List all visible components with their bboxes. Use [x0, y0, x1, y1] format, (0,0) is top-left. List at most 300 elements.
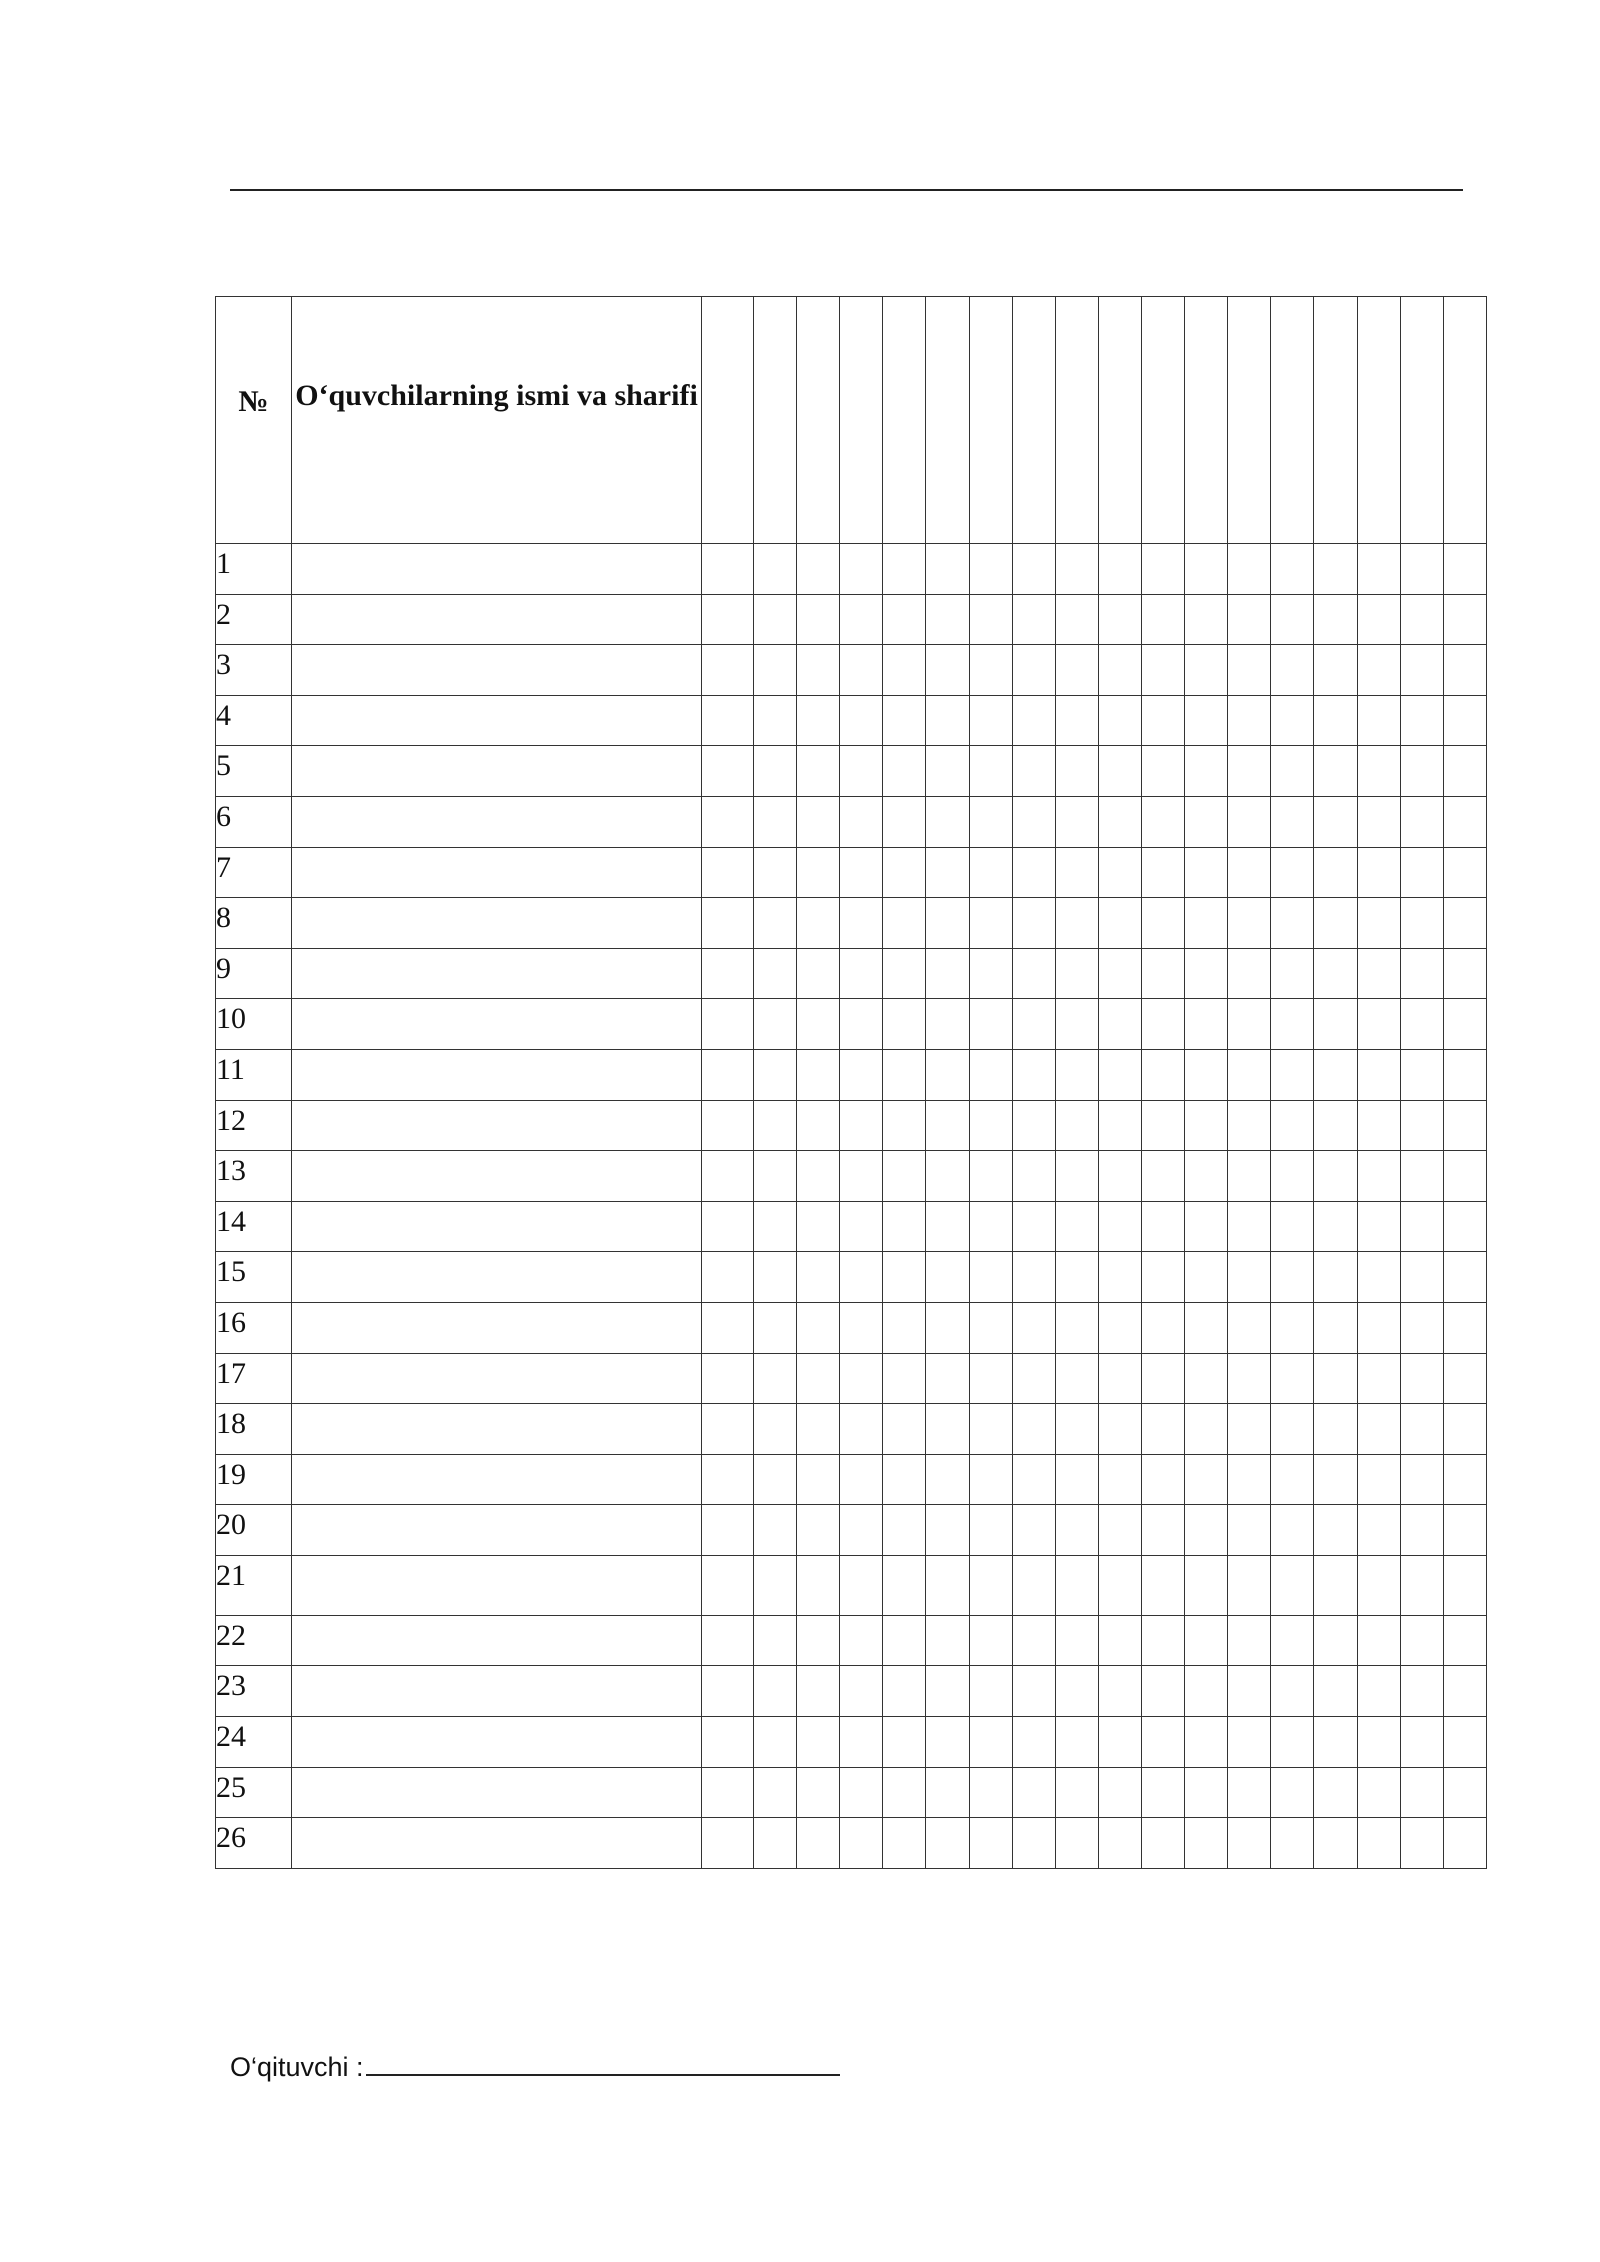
mark-cell[interactable] — [1228, 1151, 1271, 1202]
mark-cell[interactable] — [926, 796, 969, 847]
mark-cell[interactable] — [797, 948, 840, 999]
mark-cell[interactable] — [1055, 1151, 1098, 1202]
mark-cell[interactable] — [1055, 1818, 1098, 1869]
mark-cell[interactable] — [1314, 746, 1357, 797]
mark-cell[interactable] — [883, 1454, 926, 1505]
mark-cell[interactable] — [1141, 1717, 1184, 1768]
mark-cell[interactable] — [926, 1151, 969, 1202]
student-name-cell[interactable] — [292, 1404, 702, 1455]
mark-cell[interactable] — [1055, 1767, 1098, 1818]
mark-cell[interactable] — [1443, 746, 1486, 797]
mark-cell[interactable] — [797, 1555, 840, 1615]
mark-cell[interactable] — [1357, 1353, 1400, 1404]
mark-cell[interactable] — [1443, 1302, 1486, 1353]
mark-cell[interactable] — [797, 898, 840, 949]
mark-cell[interactable] — [1012, 1151, 1055, 1202]
mark-cell[interactable] — [797, 1353, 840, 1404]
student-name-cell[interactable] — [292, 1717, 702, 1768]
mark-cell[interactable] — [1098, 1717, 1141, 1768]
student-name-cell[interactable] — [292, 999, 702, 1050]
mark-cell[interactable] — [1314, 1505, 1357, 1556]
mark-cell[interactable] — [883, 1252, 926, 1303]
mark-cell[interactable] — [702, 1404, 754, 1455]
mark-cell[interactable] — [926, 1353, 969, 1404]
mark-cell[interactable] — [1400, 1100, 1443, 1151]
mark-cell[interactable] — [1314, 1201, 1357, 1252]
mark-cell[interactable] — [1357, 796, 1400, 847]
mark-cell[interactable] — [926, 695, 969, 746]
mark-cell[interactable] — [1443, 1151, 1486, 1202]
mark-cell[interactable] — [840, 847, 883, 898]
mark-cell[interactable] — [1098, 746, 1141, 797]
mark-cell[interactable] — [1400, 898, 1443, 949]
mark-cell[interactable] — [883, 1049, 926, 1100]
student-name-cell[interactable] — [292, 1767, 702, 1818]
mark-cell[interactable] — [1141, 948, 1184, 999]
mark-cell[interactable] — [797, 1454, 840, 1505]
mark-cell[interactable] — [1400, 1454, 1443, 1505]
mark-cell[interactable] — [926, 847, 969, 898]
mark-cell[interactable] — [883, 1717, 926, 1768]
mark-cell[interactable] — [1012, 695, 1055, 746]
mark-cell[interactable] — [797, 1404, 840, 1455]
mark-cell[interactable] — [754, 544, 797, 595]
mark-cell[interactable] — [1271, 594, 1314, 645]
mark-cell[interactable] — [754, 1100, 797, 1151]
mark-cell[interactable] — [1012, 948, 1055, 999]
mark-cell[interactable] — [1185, 796, 1228, 847]
mark-cell[interactable] — [1012, 1818, 1055, 1869]
mark-cell[interactable] — [1228, 999, 1271, 1050]
mark-cell[interactable] — [1314, 1615, 1357, 1666]
mark-cell[interactable] — [883, 1555, 926, 1615]
mark-cell[interactable] — [1185, 1252, 1228, 1303]
student-name-cell[interactable] — [292, 1666, 702, 1717]
mark-cell[interactable] — [754, 645, 797, 696]
mark-cell[interactable] — [1012, 1201, 1055, 1252]
mark-cell[interactable] — [1141, 1201, 1184, 1252]
mark-cell[interactable] — [926, 746, 969, 797]
student-name-cell[interactable] — [292, 796, 702, 847]
mark-cell[interactable] — [1271, 746, 1314, 797]
mark-cell[interactable] — [702, 1100, 754, 1151]
mark-cell[interactable] — [883, 1100, 926, 1151]
mark-cell[interactable] — [840, 1555, 883, 1615]
mark-cell[interactable] — [1141, 645, 1184, 696]
mark-cell[interactable] — [1314, 999, 1357, 1050]
mark-cell[interactable] — [1400, 1818, 1443, 1869]
mark-cell[interactable] — [883, 847, 926, 898]
mark-cell[interactable] — [1185, 948, 1228, 999]
mark-cell[interactable] — [1357, 898, 1400, 949]
mark-cell[interactable] — [702, 1252, 754, 1303]
mark-cell[interactable] — [926, 1717, 969, 1768]
mark-cell[interactable] — [1357, 1049, 1400, 1100]
mark-cell[interactable] — [840, 1505, 883, 1556]
mark-cell[interactable] — [1443, 796, 1486, 847]
mark-cell[interactable] — [840, 1454, 883, 1505]
mark-cell[interactable] — [1012, 796, 1055, 847]
mark-cell[interactable] — [1271, 796, 1314, 847]
mark-cell[interactable] — [1012, 1666, 1055, 1717]
mark-cell[interactable] — [1141, 1505, 1184, 1556]
mark-cell[interactable] — [1012, 898, 1055, 949]
mark-cell[interactable] — [969, 695, 1012, 746]
mark-cell[interactable] — [1012, 746, 1055, 797]
mark-cell[interactable] — [1098, 1555, 1141, 1615]
mark-cell[interactable] — [1185, 1404, 1228, 1455]
mark-cell[interactable] — [840, 999, 883, 1050]
mark-cell[interactable] — [1314, 1818, 1357, 1869]
mark-cell[interactable] — [1141, 1404, 1184, 1455]
mark-cell[interactable] — [1400, 1201, 1443, 1252]
mark-cell[interactable] — [1228, 746, 1271, 797]
mark-cell[interactable] — [1098, 1302, 1141, 1353]
mark-cell[interactable] — [1228, 847, 1271, 898]
mark-cell[interactable] — [1098, 999, 1141, 1050]
mark-cell[interactable] — [883, 898, 926, 949]
mark-cell[interactable] — [797, 796, 840, 847]
mark-cell[interactable] — [1055, 1049, 1098, 1100]
mark-cell[interactable] — [1400, 1353, 1443, 1404]
mark-cell[interactable] — [1314, 1666, 1357, 1717]
mark-cell[interactable] — [1400, 1302, 1443, 1353]
mark-cell[interactable] — [840, 1615, 883, 1666]
mark-cell[interactable] — [797, 645, 840, 696]
mark-cell[interactable] — [1098, 645, 1141, 696]
mark-cell[interactable] — [702, 645, 754, 696]
mark-cell[interactable] — [702, 1505, 754, 1556]
mark-cell[interactable] — [1357, 544, 1400, 595]
mark-cell[interactable] — [1228, 796, 1271, 847]
mark-cell[interactable] — [754, 1353, 797, 1404]
student-name-cell[interactable] — [292, 594, 702, 645]
mark-cell[interactable] — [1228, 1505, 1271, 1556]
mark-cell[interactable] — [1271, 1717, 1314, 1768]
mark-cell[interactable] — [840, 1100, 883, 1151]
mark-cell[interactable] — [1400, 695, 1443, 746]
mark-cell[interactable] — [883, 948, 926, 999]
mark-cell[interactable] — [1012, 1767, 1055, 1818]
mark-cell[interactable] — [1357, 1252, 1400, 1303]
mark-cell[interactable] — [1357, 594, 1400, 645]
mark-cell[interactable] — [1141, 746, 1184, 797]
mark-cell[interactable] — [1228, 594, 1271, 645]
mark-cell[interactable] — [1141, 999, 1184, 1050]
mark-cell[interactable] — [1314, 1100, 1357, 1151]
mark-cell[interactable] — [1357, 1505, 1400, 1556]
mark-cell[interactable] — [1141, 1615, 1184, 1666]
mark-cell[interactable] — [1443, 1818, 1486, 1869]
mark-cell[interactable] — [702, 695, 754, 746]
mark-cell[interactable] — [702, 796, 754, 847]
mark-cell[interactable] — [926, 999, 969, 1050]
mark-cell[interactable] — [1141, 1818, 1184, 1869]
mark-cell[interactable] — [754, 1615, 797, 1666]
mark-cell[interactable] — [1228, 1252, 1271, 1303]
mark-cell[interactable] — [1400, 544, 1443, 595]
mark-cell[interactable] — [926, 1505, 969, 1556]
mark-cell[interactable] — [754, 1505, 797, 1556]
mark-cell[interactable] — [797, 1717, 840, 1768]
mark-cell[interactable] — [702, 1049, 754, 1100]
mark-cell[interactable] — [1443, 1666, 1486, 1717]
mark-cell[interactable] — [883, 1201, 926, 1252]
mark-cell[interactable] — [1271, 1818, 1314, 1869]
mark-cell[interactable] — [1357, 1767, 1400, 1818]
mark-cell[interactable] — [926, 594, 969, 645]
mark-cell[interactable] — [797, 594, 840, 645]
mark-cell[interactable] — [1314, 1404, 1357, 1455]
mark-cell[interactable] — [754, 898, 797, 949]
mark-cell[interactable] — [840, 746, 883, 797]
mark-cell[interactable] — [1185, 1049, 1228, 1100]
mark-cell[interactable] — [926, 1555, 969, 1615]
mark-cell[interactable] — [1443, 695, 1486, 746]
mark-cell[interactable] — [1055, 796, 1098, 847]
mark-cell[interactable] — [1185, 999, 1228, 1050]
mark-cell[interactable] — [1271, 1100, 1314, 1151]
mark-cell[interactable] — [1098, 796, 1141, 847]
mark-cell[interactable] — [1357, 645, 1400, 696]
mark-cell[interactable] — [1098, 847, 1141, 898]
mark-cell[interactable] — [1055, 1353, 1098, 1404]
mark-cell[interactable] — [1185, 1505, 1228, 1556]
mark-cell[interactable] — [1357, 847, 1400, 898]
mark-cell[interactable] — [926, 1252, 969, 1303]
mark-cell[interactable] — [1228, 544, 1271, 595]
mark-cell[interactable] — [1012, 1302, 1055, 1353]
mark-cell[interactable] — [969, 746, 1012, 797]
mark-cell[interactable] — [969, 1454, 1012, 1505]
mark-cell[interactable] — [1055, 847, 1098, 898]
mark-cell[interactable] — [1055, 1717, 1098, 1768]
student-name-cell[interactable] — [292, 1454, 702, 1505]
mark-cell[interactable] — [1271, 544, 1314, 595]
mark-cell[interactable] — [969, 1615, 1012, 1666]
mark-cell[interactable] — [840, 1302, 883, 1353]
mark-cell[interactable] — [840, 594, 883, 645]
mark-cell[interactable] — [1314, 1252, 1357, 1303]
mark-cell[interactable] — [969, 898, 1012, 949]
mark-cell[interactable] — [1055, 1302, 1098, 1353]
student-name-cell[interactable] — [292, 746, 702, 797]
mark-cell[interactable] — [1271, 645, 1314, 696]
mark-cell[interactable] — [1185, 645, 1228, 696]
mark-cell[interactable] — [883, 746, 926, 797]
mark-cell[interactable] — [797, 1302, 840, 1353]
mark-cell[interactable] — [1012, 594, 1055, 645]
mark-cell[interactable] — [702, 1353, 754, 1404]
mark-cell[interactable] — [840, 1353, 883, 1404]
mark-cell[interactable] — [1357, 948, 1400, 999]
mark-cell[interactable] — [969, 1353, 1012, 1404]
mark-cell[interactable] — [1055, 1666, 1098, 1717]
mark-cell[interactable] — [754, 1717, 797, 1768]
mark-cell[interactable] — [883, 1353, 926, 1404]
mark-cell[interactable] — [883, 999, 926, 1050]
mark-cell[interactable] — [969, 1151, 1012, 1202]
mark-cell[interactable] — [1357, 1818, 1400, 1869]
mark-cell[interactable] — [754, 999, 797, 1050]
mark-cell[interactable] — [1098, 1666, 1141, 1717]
mark-cell[interactable] — [1357, 1302, 1400, 1353]
mark-cell[interactable] — [969, 1302, 1012, 1353]
mark-cell[interactable] — [926, 1818, 969, 1869]
mark-cell[interactable] — [883, 695, 926, 746]
mark-cell[interactable] — [1314, 1454, 1357, 1505]
student-name-cell[interactable] — [292, 948, 702, 999]
mark-cell[interactable] — [1185, 1615, 1228, 1666]
mark-cell[interactable] — [1271, 1666, 1314, 1717]
mark-cell[interactable] — [840, 898, 883, 949]
mark-cell[interactable] — [1228, 695, 1271, 746]
mark-cell[interactable] — [1443, 948, 1486, 999]
mark-cell[interactable] — [1443, 594, 1486, 645]
mark-cell[interactable] — [1271, 1049, 1314, 1100]
student-name-cell[interactable] — [292, 695, 702, 746]
mark-cell[interactable] — [1357, 1615, 1400, 1666]
mark-cell[interactable] — [1141, 1353, 1184, 1404]
mark-cell[interactable] — [1055, 999, 1098, 1050]
mark-cell[interactable] — [797, 1818, 840, 1869]
student-name-cell[interactable] — [292, 1252, 702, 1303]
mark-cell[interactable] — [926, 1100, 969, 1151]
mark-cell[interactable] — [1055, 695, 1098, 746]
mark-cell[interactable] — [1098, 1505, 1141, 1556]
mark-cell[interactable] — [840, 695, 883, 746]
mark-cell[interactable] — [1055, 1252, 1098, 1303]
mark-cell[interactable] — [702, 1454, 754, 1505]
mark-cell[interactable] — [840, 1151, 883, 1202]
mark-cell[interactable] — [1400, 645, 1443, 696]
mark-cell[interactable] — [1185, 847, 1228, 898]
mark-cell[interactable] — [1141, 1666, 1184, 1717]
mark-cell[interactable] — [883, 645, 926, 696]
student-name-cell[interactable] — [292, 1100, 702, 1151]
mark-cell[interactable] — [797, 746, 840, 797]
mark-cell[interactable] — [883, 1615, 926, 1666]
mark-cell[interactable] — [1357, 695, 1400, 746]
mark-cell[interactable] — [840, 1252, 883, 1303]
mark-cell[interactable] — [1443, 1201, 1486, 1252]
mark-cell[interactable] — [754, 746, 797, 797]
mark-cell[interactable] — [1443, 544, 1486, 595]
mark-cell[interactable] — [1012, 1505, 1055, 1556]
mark-cell[interactable] — [1314, 847, 1357, 898]
mark-cell[interactable] — [1443, 1505, 1486, 1556]
mark-cell[interactable] — [840, 1666, 883, 1717]
mark-cell[interactable] — [1400, 1717, 1443, 1768]
mark-cell[interactable] — [1271, 1505, 1314, 1556]
mark-cell[interactable] — [702, 1767, 754, 1818]
mark-cell[interactable] — [1271, 948, 1314, 999]
mark-cell[interactable] — [969, 999, 1012, 1050]
mark-cell[interactable] — [1012, 1717, 1055, 1768]
mark-cell[interactable] — [1012, 1353, 1055, 1404]
mark-cell[interactable] — [1055, 1615, 1098, 1666]
mark-cell[interactable] — [1228, 1717, 1271, 1768]
mark-cell[interactable] — [1314, 594, 1357, 645]
mark-cell[interactable] — [1314, 796, 1357, 847]
mark-cell[interactable] — [1141, 594, 1184, 645]
mark-cell[interactable] — [926, 1615, 969, 1666]
mark-cell[interactable] — [1055, 1201, 1098, 1252]
mark-cell[interactable] — [1228, 1404, 1271, 1455]
mark-cell[interactable] — [797, 1615, 840, 1666]
mark-cell[interactable] — [926, 1201, 969, 1252]
mark-cell[interactable] — [1357, 1555, 1400, 1615]
mark-cell[interactable] — [754, 847, 797, 898]
mark-cell[interactable] — [1314, 898, 1357, 949]
mark-cell[interactable] — [1185, 544, 1228, 595]
student-name-cell[interactable] — [292, 544, 702, 595]
mark-cell[interactable] — [797, 1201, 840, 1252]
mark-cell[interactable] — [1098, 1615, 1141, 1666]
mark-cell[interactable] — [1228, 948, 1271, 999]
mark-cell[interactable] — [1400, 594, 1443, 645]
mark-cell[interactable] — [926, 948, 969, 999]
mark-cell[interactable] — [1271, 1201, 1314, 1252]
mark-cell[interactable] — [840, 1717, 883, 1768]
mark-cell[interactable] — [1400, 1151, 1443, 1202]
mark-cell[interactable] — [1098, 898, 1141, 949]
mark-cell[interactable] — [702, 1555, 754, 1615]
mark-cell[interactable] — [1185, 1201, 1228, 1252]
mark-cell[interactable] — [1443, 847, 1486, 898]
mark-cell[interactable] — [1098, 1818, 1141, 1869]
mark-cell[interactable] — [1357, 1201, 1400, 1252]
mark-cell[interactable] — [926, 898, 969, 949]
mark-cell[interactable] — [1012, 1454, 1055, 1505]
mark-cell[interactable] — [1271, 999, 1314, 1050]
mark-cell[interactable] — [1314, 1555, 1357, 1615]
mark-cell[interactable] — [926, 1302, 969, 1353]
mark-cell[interactable] — [754, 1302, 797, 1353]
mark-cell[interactable] — [1141, 1151, 1184, 1202]
mark-cell[interactable] — [754, 1404, 797, 1455]
mark-cell[interactable] — [1400, 999, 1443, 1050]
mark-cell[interactable] — [797, 1666, 840, 1717]
mark-cell[interactable] — [1228, 1555, 1271, 1615]
mark-cell[interactable] — [797, 544, 840, 595]
mark-cell[interactable] — [702, 999, 754, 1050]
mark-cell[interactable] — [969, 1049, 1012, 1100]
mark-cell[interactable] — [1443, 1353, 1486, 1404]
mark-cell[interactable] — [1443, 999, 1486, 1050]
mark-cell[interactable] — [1314, 1767, 1357, 1818]
mark-cell[interactable] — [1357, 1100, 1400, 1151]
mark-cell[interactable] — [1141, 1302, 1184, 1353]
mark-cell[interactable] — [969, 1666, 1012, 1717]
mark-cell[interactable] — [1400, 796, 1443, 847]
mark-cell[interactable] — [840, 796, 883, 847]
mark-cell[interactable] — [1400, 1505, 1443, 1556]
mark-cell[interactable] — [1185, 1353, 1228, 1404]
mark-cell[interactable] — [1098, 1767, 1141, 1818]
mark-cell[interactable] — [1055, 746, 1098, 797]
mark-cell[interactable] — [969, 594, 1012, 645]
mark-cell[interactable] — [1228, 1666, 1271, 1717]
mark-cell[interactable] — [797, 1151, 840, 1202]
mark-cell[interactable] — [1271, 898, 1314, 949]
mark-cell[interactable] — [1443, 1252, 1486, 1303]
student-name-cell[interactable] — [292, 898, 702, 949]
mark-cell[interactable] — [1228, 1615, 1271, 1666]
mark-cell[interactable] — [797, 1049, 840, 1100]
mark-cell[interactable] — [1271, 695, 1314, 746]
mark-cell[interactable] — [1185, 1454, 1228, 1505]
